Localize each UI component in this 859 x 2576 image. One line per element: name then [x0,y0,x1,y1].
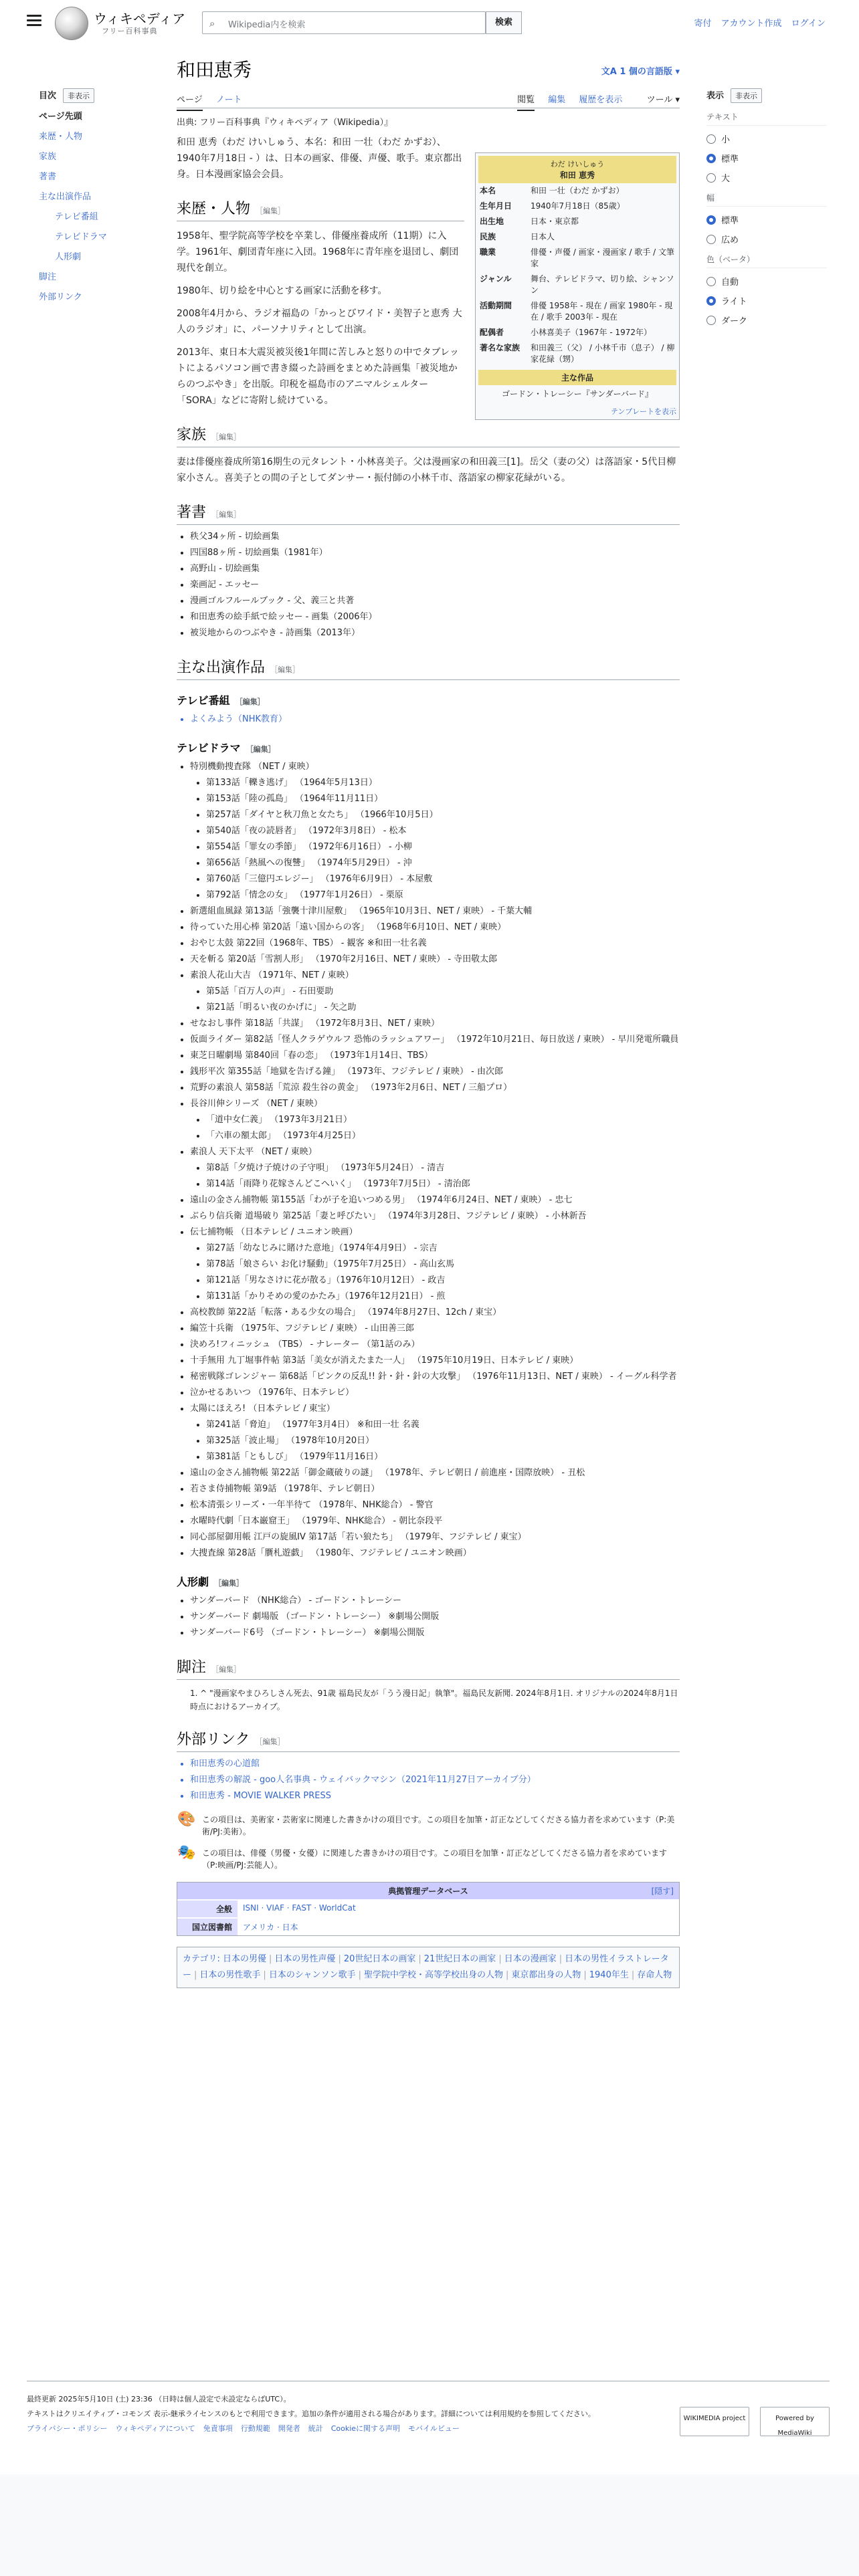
drama-item [190,1064,680,1080]
infobox-key: 本名 [480,186,496,195]
category-link[interactable]: 21世紀日本の画家 [423,1954,496,1964]
drama-title: 荒野の素浪人 第58話「荒涼 殺生谷の黄金」 （1973年2月6日、NET / 三船プロ） [190,1083,512,1093]
edit-link[interactable]: ［編集］ [211,433,242,441]
drama-title: 素浪人花山大吉 （1971年、NET / 東映） [190,970,354,980]
heading-career: 来歴・人物 ［編集］ [177,197,464,221]
appearance-panel [706,88,827,326]
drama-title: 新選組血風録 第13話「強襲十津川屋敷」 （1965年10月3日、NET / 東映） - 千葉大輔 [190,906,533,916]
infobox-section: 主な作品 [478,370,676,385]
drama-item [190,936,680,952]
drama-episode: • 第14話「雨降り花嫁さんどこへいく」 （1973年7月5日） - 清治郎 [206,1176,680,1192]
drama-episode: • 第241話「脅迫」 （1977年3月4日） ※和田一壮 名義 [206,1417,680,1433]
drama-title: 天を斬る 第20話「雪割人形」 （1970年2月16日、NET / 東映） - 寺田敬太郎 [190,954,498,964]
infobox-key: 配偶者 [480,328,504,337]
drama-title: 水曜時代劇「日本巌窟王」 （1979年、NHK総合） - 朝比奈段平 [190,1516,443,1526]
drama-episode: • 第133話「轢き逃げ」 （1964年5月13日） [206,775,680,791]
edit-link[interactable]: ［編集］ [214,1579,244,1588]
infobox-value: 俳優 1958年 - 現在 / 画家 1980年 - 現在 / 歌手 2003年 - 現在 [531,301,673,322]
category-link[interactable]: 日本の漫画家 [504,1954,557,1964]
drama-title: 長谷川伸シリーズ （NET / 東映） [190,1099,323,1109]
category-separator: | [358,1970,361,1980]
infobox-row [478,214,676,229]
mediawiki-badge[interactable]: Powered by MediaWiki [760,2407,830,2436]
menu-icon[interactable] [27,15,41,27]
footer-link[interactable]: 開発者 [278,2424,300,2433]
footer-background [0,2474,859,2576]
footer-link[interactable]: Cookieに関する声明 [330,2424,401,2433]
drama-item [190,1513,680,1529]
toc-item[interactable]: ページ先頭 [39,112,82,122]
infobox-row [478,325,676,340]
drama-title: 松本清張シリーズ・一年半待て （1978年、NHK総合） - 警官 [190,1500,434,1510]
drama-episode: • 第153話「陸の孤島」 （1964年11月11日） [206,791,680,807]
drama-episode: • 第540話「夜の読唇者」 （1972年3月8日） - 松本 [206,823,680,839]
footer-link[interactable]: 行動規範 [240,2424,270,2433]
drama-title: 編笠十兵衛 （1975年、フジテレビ / 東映） - 山田善三郎 [190,1323,415,1333]
infobox-value: 1940年7月18日（85歳） [531,201,625,211]
career-paragraph: 1958年、聖学院高等学校を卒業し、俳優座養成所（11期）に入学。1961年、劇団青年座に入団。1968年に青年座を退団し、劇団現代を創立。 [177,231,459,274]
drama-episode: • 第554話「罪女の季節」 （1972年6月16日） - 小柳 [206,839,680,855]
option-label: 大 [721,174,731,184]
category-link[interactable]: 聖学院中学校・高等学校出身の人物 [363,1970,503,1980]
infobox-value: 和田 一壮（わだ かずお） [531,186,624,195]
footer-link[interactable]: 統計 [308,2424,323,2433]
infobox-row [478,340,676,367]
radio-button[interactable] [706,173,716,183]
list-item: • 和田恵秀の絵手紙で絵ッセー - 画集（2006年） [190,609,680,625]
option-label: ライト [721,297,747,307]
drama-episode: • 第21話「明るい夜のかげに」 - 矢之助 [206,1000,680,1016]
infobox-row [478,229,676,245]
drama-item [190,1096,680,1144]
tab-tools[interactable]: ツール ▾ [646,95,680,105]
career-paragraph: 2008年4月から、ラジオ福島の「かっとびワイド・美智子と恵秀 大人のラジオ」に、パーソナリティとして出演。 [177,308,462,335]
drama-episode: • 第257話「ダイヤと秋刀魚と女たち」 （1966年10月5日） [206,807,680,823]
external-links-list [177,1756,680,1804]
option-label: 広め [721,235,739,245]
toc-item[interactable]: テレビドラマ [55,232,107,242]
drama-item [190,1529,680,1545]
infobox-key: 著名な家族 [480,343,520,352]
site-subtitle: フリー百科事典 [102,27,158,35]
heading-books: 著書 ［編集］ [177,501,680,525]
infobox-value: 俳優・声優 / 画家・漫画家 / 歌手 / 文筆家 [531,247,675,268]
heading-external: 外部リンク ［編集］ [177,1728,680,1752]
donate-link[interactable]: 寄付 [694,19,712,29]
category-separator: | [559,1954,563,1964]
search-button[interactable]: 検索 [486,11,522,34]
appearance-option[interactable] [706,314,827,326]
radio-button[interactable] [706,235,716,244]
appearance-option[interactable] [706,152,827,165]
drama-title: おやじ太鼓 第22回（1968年、TBS） - 観客 ※和田一壮名義 [190,938,427,948]
toc-item[interactable]: 著書 [39,172,57,182]
category-label[interactable]: カテゴリ: [183,1954,220,1964]
category-separator: | [505,1970,509,1980]
drama-episode: • 第792話「情念の女」 （1977年1月26日） - 栗原 [206,887,680,903]
site-name[interactable]: ウィキペディア [94,11,186,27]
drama-episode: • 第78話「娘さらい お化け騒動」（1975年7月25日） - 高山玄馬 [206,1257,680,1273]
heading-drama: テレビドラマ ［編集］ [177,742,276,754]
drama-episode: • 第325話「波止場」 （1978年10月20日） [206,1433,680,1449]
drama-episode: • 「六車の額太郎」 （1973年4月25日） [206,1128,680,1144]
authority-value[interactable]: ISNI · VIAF · FAST · WorldCat [243,1903,356,1913]
tab-edit[interactable]: 編集 [548,95,566,105]
footer [27,2381,830,2436]
tab-talk[interactable]: ノート [215,95,242,105]
drama-episode: • 第131話「かりそめの愛のかたみ」（1976年12月21日） - 煎 [206,1289,680,1305]
puppet-list [177,1593,680,1641]
radio-button[interactable] [706,277,716,286]
career-paragraph: 1980年、切り絵を中心とする画家に活動を移す。 [177,286,387,296]
list-item: • サンダーバード 劇場版 （ゴードン・トレーシー） ※劇場公開版 [190,1609,680,1625]
drama-item [190,1369,680,1385]
translate-icon: 文A [601,67,620,77]
infobox-value: 日本人 [531,232,555,241]
drama-item [190,1385,680,1401]
appearance-option[interactable] [706,294,827,307]
list-item: • サンダーバード （NHK総合） - ゴードン・トレーシー [190,1593,680,1609]
category-link[interactable]: 日本の男性声優 [274,1954,336,1964]
drama-item [190,1048,680,1064]
infobox-header: わだ けいしゅう 和田 恵秀 [478,156,676,183]
option-label: 標準 [721,154,739,165]
toc-item[interactable]: 人形劇 [55,252,82,262]
category-link[interactable]: 日本の男性歌手 [199,1970,261,1980]
infobox-row [478,199,676,214]
footer-link[interactable]: プライバシー・ポリシー [27,2424,108,2433]
option-label: 自動 [721,278,739,288]
radio-button[interactable] [706,134,716,144]
reference-item: 1. ^ "漫画家やまひろしさん死去、91歳 福島民友が「うう漫日記」執筆"。福島民友新聞. 2024年8月1日. オリジナルの2024年8月1日時点におけるアーカイブ。 [190,1689,678,1711]
category-link[interactable]: 日本の男性イラストレーター [183,1954,669,1980]
option-label: ダーク [721,316,748,326]
category-separator: | [194,1970,197,1980]
last-modified: 最終更新 2025年5月10日 (土) 23:36 （日時は個人設定で未設定ならばUTC）。 [27,2395,291,2403]
drama-title: 遠山の金さん捕物帳 第155話「わが子を追いつめる男」 （1974年6月24日、NET / 東映） - 忠七 [190,1195,573,1205]
footer-link[interactable]: ウィキペディアについて [115,2424,195,2433]
option-label: 小 [721,135,731,145]
appearance-title: 表示 [706,91,725,101]
stub-notice-actor: 🎭 この項目は、俳優（男優・女優）に関連した書きかけの項目です。この項目を加筆・訂正などしてくださる協力者を求めています（P:映画/PJ:芸能人）。 [177,1844,668,1870]
drama-title: 泣かせるあいつ （1976年、日本テレビ） [190,1388,354,1398]
tab-history[interactable]: 履歴を表示 [579,95,623,105]
search-placeholder: Wikipedia内を検索 [228,20,306,30]
language-button[interactable]: 文A 1 個の言語版 ▾ [601,67,680,77]
palette-icon: 🎨 [177,1811,196,1828]
language-label: 1 個の言語版 [619,67,672,77]
infobox-key: 活動期間 [480,301,512,310]
drama-list [177,759,680,1562]
user-links [687,16,826,29]
table-of-contents [39,88,159,304]
edit-link[interactable]: ［編集］ [211,510,242,519]
authority-control [177,1882,680,1936]
drama-item [190,952,680,968]
edit-link[interactable]: ［編集］ [246,745,276,754]
drama-item [190,1497,680,1513]
option-label: 標準 [721,216,739,226]
category-separator: | [263,1970,266,1980]
drama-title: 待っていた用心棒 第20話「遠い国からの客」 （1968年6月10日、NET / 東映） [190,922,506,932]
category-link[interactable]: 日本のシャンソン歌手 [268,1970,356,1980]
authority-hide-button[interactable]: [隠す] [651,1887,674,1896]
search-icon: ⌕ [209,17,215,29]
infobox [475,152,680,420]
toc-item[interactable]: 家族 [39,152,57,162]
category-separator: | [338,1954,341,1964]
category-separator: | [498,1954,502,1964]
drama-item [190,903,680,920]
footer-link[interactable]: 免責事項 [203,2424,233,2433]
drama-title: 伝七捕物帳 （日本テレビ / ユニオン映画） [190,1227,358,1237]
drama-item [190,1224,680,1305]
drama-item [190,1080,680,1096]
appearance-option[interactable] [706,213,827,226]
authority-value[interactable]: アメリカ · 日本 [243,1923,298,1932]
infobox-key: 出生地 [480,217,504,226]
infobox-works: ゴードン・トレーシー『サンダーバード』 [501,389,654,399]
drama-item [190,1401,680,1465]
wikimedia-badge[interactable]: WIKIMEDIA project [680,2407,749,2436]
infobox-row [478,183,676,199]
infobox-key: 職業 [480,247,496,257]
drama-item [190,1144,680,1192]
drama-title: 遠山の金さん捕物帳 第22話「御金蔵破りの謎」 （1978年、テレビ朝日 / 前進座・国際放映） - 丑松 [190,1468,585,1478]
drama-item [190,1305,680,1321]
radio-button[interactable] [706,154,716,163]
infobox-value: 舞台、テレビドラマ、切り絵、シャンソン [531,274,674,295]
category-link[interactable]: 東京都出身の人物 [511,1970,581,1980]
heading-works: 主な出演作品 ［編集］ [177,656,680,680]
drama-title: 太陽にほえろ! （日本テレビ / 東宝） [190,1404,335,1414]
category-link[interactable]: 存命人物 [637,1970,672,1980]
category-separator: | [631,1970,635,1980]
appearance-group-label: テキスト [706,111,827,126]
appearance-option[interactable] [706,275,827,288]
drama-item [190,1208,680,1224]
edit-link[interactable]: ［編集］ [256,207,286,215]
list-item: • 秩父34ヶ所 - 切絵画集 [190,529,680,545]
wikipedia-logo-icon[interactable] [55,7,88,40]
stub-notice-art: 🎨 この項目は、美術家・芸術家に関連した書きかけの項目です。この項目を加筆・訂正などしてくださる協力者を求めています（P:美術/PJ:美術）。 [177,1811,675,1836]
drama-item [190,1032,680,1048]
heading-notes: 脚注 ［編集］ [177,1656,680,1680]
list-item[interactable]: • よくみよう（NHK教育） [190,712,680,728]
toc-title: 目次 [39,91,57,101]
infobox-value: 日本・東京都 [531,217,579,226]
page-title: 和田恵秀 [177,59,252,81]
tab-page[interactable]: ページ [177,95,203,111]
login-link[interactable]: ログイン [791,19,826,29]
edit-link[interactable]: ［編集］ [270,665,300,674]
infobox-row [478,272,676,298]
drama-episode: • 第381話「ともしび」 （1979年11月16日） [206,1449,680,1465]
appearance-option[interactable] [706,132,827,145]
drama-item [190,759,680,903]
appearance-option[interactable] [706,233,827,245]
authority-key: 国立図書館 [177,1919,237,1935]
appearance-group-label: 幅 [706,192,827,207]
drama-item [190,1465,680,1481]
authority-title[interactable]: 典拠管理データベース [388,1887,468,1896]
infobox-key: 民族 [480,232,496,241]
category-separator: | [583,1970,587,1980]
drama-item [190,920,680,936]
category-link[interactable]: 日本の男優 [223,1954,267,1964]
drama-title: 特別機動捜査隊 （NET / 東映） [190,762,314,772]
appearance-hide-button[interactable]: 非表示 [731,88,762,103]
external-link[interactable]: • 和田恵秀 - MOVIE WALKER PRESS [190,1788,680,1804]
category-link[interactable]: 1940年生 [589,1970,629,1980]
category-separator: | [269,1954,272,1964]
drama-item [190,1016,680,1032]
drama-title: 高校教師 第22話「転落・ある少女の場合」 （1974年8月27日、12ch / 東宝） [190,1307,502,1317]
footer-link[interactable]: モバイルビュー [408,2424,460,2433]
drama-title: 銭形平次 第355話「地獄を告げる鐘」 （1973年、フジテレビ / 東映） - 由次郎 [190,1067,503,1077]
infobox-row [478,245,676,272]
drama-item [190,1321,680,1337]
drama-title: 同心部屋御用帳 江戸の旋風IV 第17話「若い狼たち」 （1979年、フジテレビ / 東宝） [190,1532,527,1542]
theater-mask-icon: 🎭 [177,1844,196,1861]
list-item: • 四国88ヶ所 - 切絵画集（1981年） [190,545,680,561]
infobox-row [478,298,676,325]
list-item: • 被災地からのつぶやき - 詩画集（2013年） [190,625,680,641]
drama-item [190,1481,680,1497]
radio-button[interactable] [706,215,716,225]
career-paragraph: 2013年、東日本大震災被災後1年間に苦しみと怒りの中でタブレットによるパソコン画で書き綴った詩画をまとめた詩画集「被災地からのつぶやき」を出版。印税を福島市のアニマルシェルター「SORA」などに寄附し続けている。 [177,347,459,406]
drama-episode: • 第5話「百万人の声」 - 石田要助 [206,984,680,1000]
category-box [177,1947,680,1988]
drama-title: 大捜査線 第28話「贋札遊戯」 （1980年、フジテレビ / ユニオン映画） [190,1548,472,1558]
toc-item[interactable]: 来歴・人物 [39,132,83,142]
drama-title: 秘密戦隊ゴレンジャー 第68話「ピンクの反乱!! 針・針・針の大攻撃」 （1976年11月13日、NET / 東映） - イーグル科学者 [190,1372,677,1382]
drama-episode: • 第8話「夕焼け子焼けの子守唄」 （1973年5月24日） - 清吉 [206,1160,680,1176]
drama-title: せなおし事件 第18話「共謀」 （1972年8月3日、NET / 東映） [190,1018,440,1029]
heading-puppet: 人形劇 ［編集］ [177,1576,244,1588]
tv-list [177,712,680,728]
toc-item[interactable]: 脚注 [39,272,57,282]
drama-item [190,1545,680,1562]
drama-item [190,1337,680,1353]
authority-key: 全般 [177,1901,237,1917]
edit-link[interactable]: ［編集］ [255,1737,285,1746]
appearance-option[interactable] [706,171,827,184]
list-item: • 漫画ゴルフルールブック - 父、義三と共著 [190,593,680,609]
category-link[interactable]: 20世紀日本の画家 [343,1954,416,1964]
drama-episode: • 第760話「三億円エレジー」 （1976年6月9日） - 本屋敷 [206,871,680,887]
external-link[interactable]: • 和田恵秀の心道館 [190,1756,680,1772]
infobox-value: 小林喜美子（1967年 - 1972年） [531,328,652,337]
drama-episode: • 第27話「幼なじみに賭けた意地」（1974年4月9日） - 宗吉 [206,1241,680,1257]
drama-title: 決めろ!フィニッシュ （TBS） - ナレーター （第1話のみ） [190,1339,420,1350]
drama-item [190,1353,680,1369]
radio-button[interactable] [706,316,716,325]
intro-paragraph: 和田 恵秀（わだ けいしゅう、本名：和田 一壮（わだ かずお）、1940年7月18日 - ）は、日本の画家、俳優、声優、歌手。東京都出身。日本漫画家協会会員。 [177,137,462,180]
toc-item[interactable]: 外部リンク [39,292,82,302]
drama-episode: • 第656話「熱風への復讐」 （1974年5月29日） - 沖 [206,855,680,871]
list-item: • 高野山 - 切絵画集 [190,561,680,577]
toc-item[interactable]: テレビ番組 [55,212,98,222]
page-tabs [177,87,680,108]
infobox-key: ジャンル [480,274,512,284]
heading-tv: テレビ番組 ［編集］ [177,694,265,707]
drama-title: 素浪人 天下太平 （NET / 東映） [190,1147,317,1157]
drama-episode: • 第121話「男なさけに花が散る」（1976年10月12日） - 政吉 [206,1273,680,1289]
site-header [0,0,859,44]
books-list [177,529,680,641]
drama-episode: • 「道中女仁義」 （1973年3月21日） [206,1112,680,1128]
tab-read[interactable]: 閲覧 [517,95,535,111]
drama-item [190,968,680,1016]
drama-title: 若さま侍捕物帳 第9話 （1978年、テレビ朝日） [190,1484,380,1494]
list-item: • 楽画記 - エッセー [190,577,680,593]
drama-item [190,1192,680,1208]
toc-hide-button[interactable]: 非表示 [63,88,94,103]
edit-link[interactable]: ［編集］ [211,1665,242,1674]
toc-item[interactable]: 主な出演作品 [39,192,92,202]
family-paragraph: 妻は俳優座養成所第16期生の元タレント・小林喜美子。父は漫画家の和田義三[1]。岳父（妻の父）は落語家・5代目柳家小さん。喜美子との間の子としてダンサー・振付師の小林千市、落語家の柳家花緑がいる。 [177,457,676,484]
appearance-group-label: 色（ベータ） [706,253,827,268]
radio-button[interactable] [706,296,716,306]
create-account-link[interactable]: アカウント作成 [721,19,782,29]
license-text: テキストはクリエイティブ・コモンズ 表示-継承ライセンスのもとで利用できます。追加の条件が適用される場合があります。詳細については利用規約を参照してください。 [27,2409,595,2418]
infobox-key: 生年月日 [480,201,512,211]
search-input[interactable] [202,11,486,34]
source-note: 出典: フリー百科事典『ウィキペディア（Wikipedia）』 [177,118,393,128]
drama-title: 東芝日曜劇場 第840回「春の恋」 （1973年1月14日、TBS） [190,1051,433,1061]
list-item: • サンダーバード6号 （ゴードン・トレーシー） ※劇場公開版 [190,1625,680,1641]
infobox-value: 和田義三（父） / 小林千市（息子） / 柳家花緑（甥） [531,343,675,364]
edit-link[interactable]: ［編集］ [235,697,265,706]
drama-title: 仮面ライダー 第82話「怪人クラゲウルフ 恐怖のラッシュアワー」 （1972年10月21日、毎日放送 / 東映） - 早川発電所職員 [190,1035,679,1045]
drama-title: 十手無用 九丁堀事件帖 第3話「美女が消えたまた一人」 （1975年10月19日、日本テレビ / 東映） [190,1356,579,1366]
heading-family: 家族 ［編集］ [177,423,680,447]
category-separator: | [418,1954,421,1964]
drama-title: ぶらり信兵衛 道場破り 第25話「妻と呼びたい」 （1974年3月28日、フジテレビ / 東映） - 小林新吾 [190,1211,587,1221]
external-link[interactable]: • 和田恵秀の解説 - goo人名事典 - ウェイバックマシン（2021年11月27日アーカイブ分） [190,1772,680,1788]
template-link[interactable]: テンプレートを表示 [610,407,676,416]
